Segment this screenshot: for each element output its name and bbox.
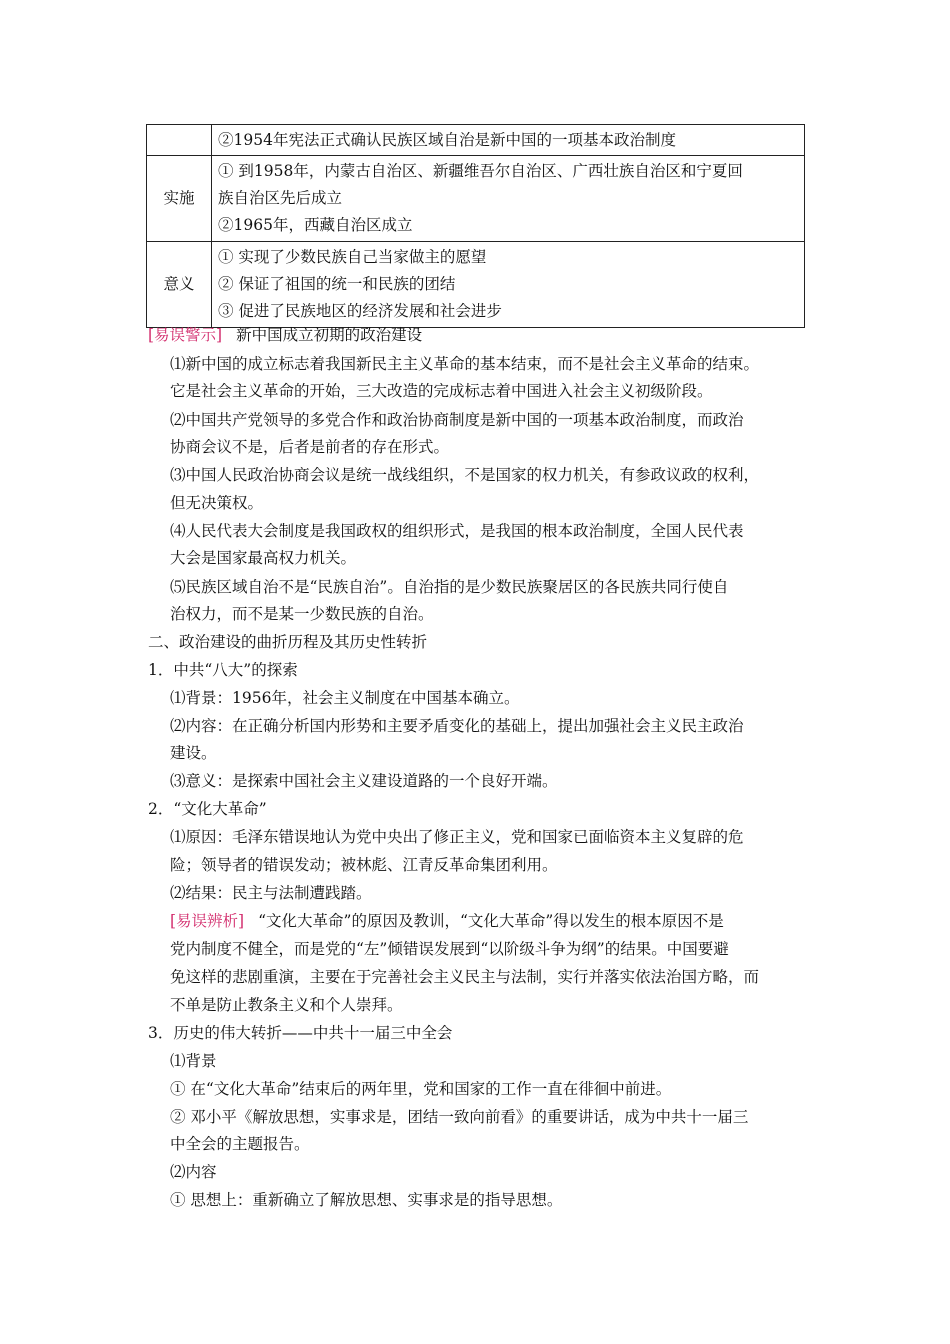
warning-line: ⑸民族区域自治不是“民族自治”。自治指的是少数民族聚居区的各民族共同行使自	[170, 578, 729, 596]
cell-line: ②1965年，西藏自治区成立	[218, 216, 413, 234]
analysis-line: 不单是防止教条主义和个人崇拜。	[170, 996, 403, 1014]
warning-heading	[148, 322, 422, 349]
warning-line: 大会是国家最高权力机关。	[170, 549, 357, 567]
table-cell	[212, 125, 805, 156]
item-line: ⑵结果：民主与法制遭践踏。	[170, 884, 372, 902]
item-line: 建设。	[170, 744, 217, 762]
analysis-tag: [易误辨析]	[170, 912, 245, 930]
item-line: ⑶意义：是探索中国社会主义建设道路的一个良好开端。	[170, 772, 558, 790]
cell-line: ②1954年宪法正式确认民族区域自治是新中国的一项基本政治制度	[218, 130, 676, 149]
table-row-header: 意义	[147, 242, 212, 328]
item-line: ⑴背景	[170, 1052, 217, 1070]
cell-line: ① 实现了少数民族自己当家做主的愿望	[218, 248, 487, 266]
warning-line: ⑴新中国的成立标志着我国新民主主义革命的基本结束，而不是社会主义革命的结束。	[170, 355, 760, 373]
item-title: 1．中共“八大”的探索	[148, 661, 298, 679]
cell-line: 族自治区先后成立	[218, 189, 343, 207]
item-line: ⑴原因：毛泽东错误地认为党中央出了修正主义，党和国家已面临资本主义复辟的危	[170, 828, 744, 846]
table-row	[147, 242, 805, 328]
item-title: 2．“文化大革命”	[148, 800, 267, 818]
analysis-first-line: “文化大革命”的原因及教训，“文化大革命”得以发生的根本原因不是	[258, 912, 724, 930]
analysis-line: 党内制度不健全，而是党的“左”倾错误发展到“以阶级斗争为纲”的结果。中国要避	[170, 940, 729, 958]
table-cell	[212, 242, 805, 328]
warning-tag: [易误警示]	[148, 326, 223, 344]
item-title: 3．历史的伟大转折——中共十一届三中全会	[148, 1024, 453, 1042]
item-line: ① 在“文化大革命”结束后的两年里，党和国家的工作一直在徘徊中前进。	[170, 1080, 672, 1098]
warning-line: 它是社会主义革命的开始，三大改造的完成标志着中国进入社会主义初级阶段。	[170, 382, 713, 400]
item-line: 险；领导者的错误发动；被林彪、江青反革命集团利用。	[170, 856, 558, 874]
table-row	[147, 125, 805, 156]
warning-line: ⑵中国共产党领导的多党合作和政治协商制度是新中国的一项基本政治制度，而政治	[170, 411, 744, 429]
cell-line: ① 到1958年，内蒙古自治区、新疆维吾尔自治区、广西壮族自治区和宁夏回	[218, 162, 743, 180]
table-row-header: 实施	[147, 156, 212, 242]
item-line: ① 思想上：重新确立了解放思想、实事求是的指导思想。	[170, 1191, 563, 1209]
analysis-heading	[170, 908, 724, 935]
warning-title: 新中国成立初期的政治建设	[236, 326, 423, 344]
warning-line: 但无决策权。	[170, 494, 264, 512]
item-line: ② 邓小平《解放思想，实事求是，团结一致向前看》的重要讲话，成为中共十一届三	[170, 1108, 749, 1126]
analysis-line: 免这样的悲剧重演，主要在于完善社会主义民主与法制，实行并落实依法治国方略，而	[170, 968, 760, 986]
item-line: ⑴背景：1956年，社会主义制度在中国基本确立。	[170, 689, 520, 707]
section-heading: 二、政治建设的曲折历程及其历史性转折	[148, 633, 428, 651]
cell-line: ③ 促进了民族地区的经济发展和社会进步	[218, 302, 502, 320]
warning-line: ⑷人民代表大会制度是我国政权的组织形式，是我国的根本政治制度，全国人民代表	[170, 522, 744, 540]
warning-line: 治权力，而不是某一少数民族的自治。	[170, 605, 434, 623]
cell-line: ② 保证了祖国的统一和民族的团结	[218, 275, 456, 293]
item-line: ⑵内容	[170, 1163, 217, 1181]
warning-line: ⑶中国人民政治协商会议是统一战线组织，不是国家的权力机关，有参政议政的权利，	[170, 466, 760, 484]
warning-line: 协商会议不是，后者是前者的存在形式。	[170, 438, 450, 456]
item-line: ⑵内容：在正确分析国内形势和主要矛盾变化的基础上，提出加强社会主义民主政治	[170, 717, 744, 735]
table-row	[147, 156, 805, 242]
table-cell	[212, 156, 805, 242]
table-row-header	[147, 125, 212, 156]
item-line: 中全会的主题报告。	[170, 1135, 310, 1153]
ethnic-autonomy-table	[146, 124, 805, 328]
